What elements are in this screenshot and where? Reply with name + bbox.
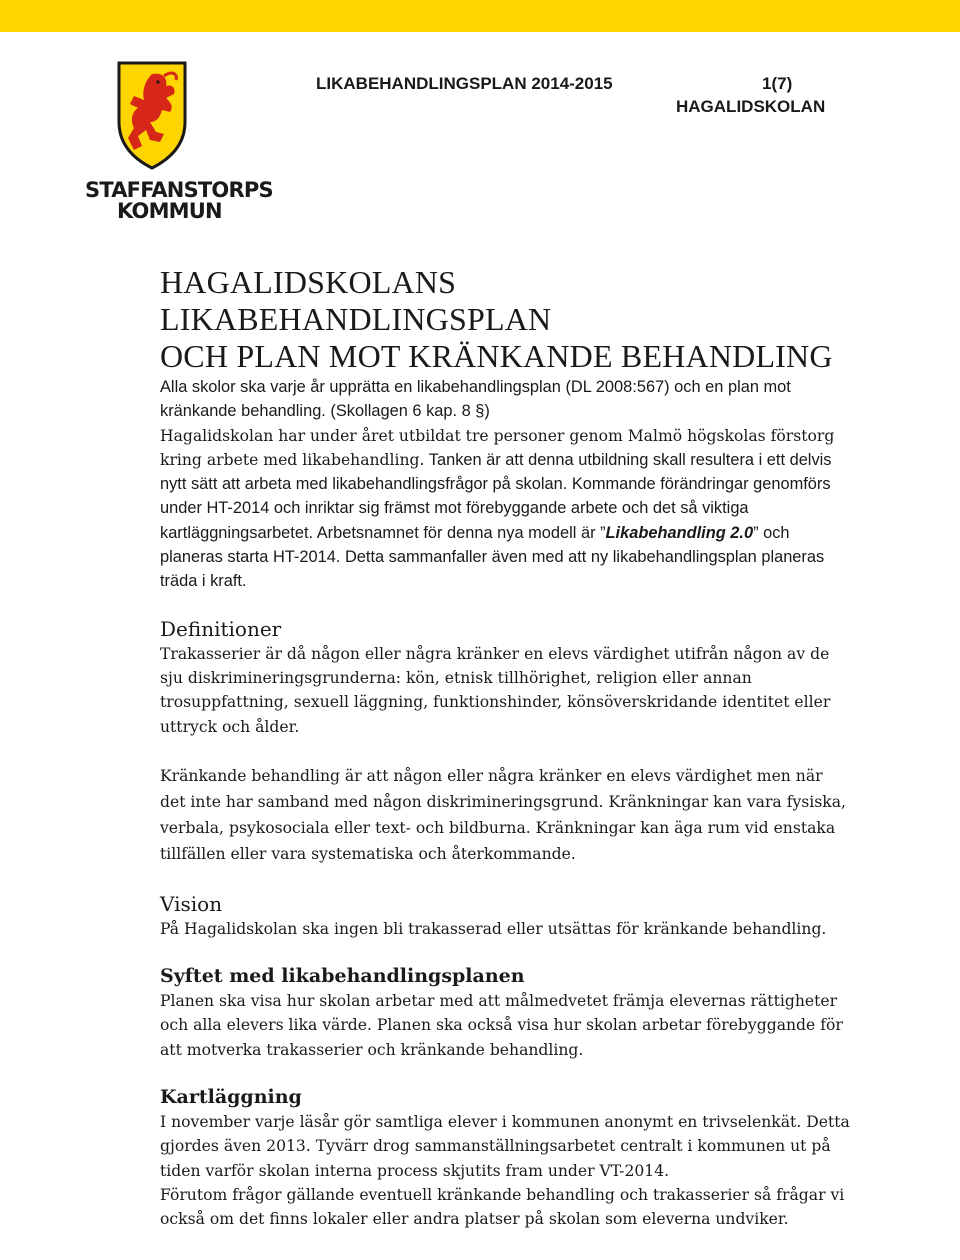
municipality-name-line1: STAFFANSTORPS	[85, 178, 273, 202]
document-body	[160, 264, 850, 1232]
kartlaggning-paragraph-2: Förutom frågor gällande eventuell kränkande behandling och trakasserier så frågar vi också om det finns lokaler eller andra platser på skolan som eleverna undviker.	[160, 1185, 845, 1229]
document-title-line2: OCH PLAN MOT KRÄNKANDE BEHANDLING	[160, 338, 833, 374]
intro-training: Hagalidskolan har under året utbildat tre personer genom Malmö högskolas förstorg kring arbete med likabehandling.	[160, 426, 835, 469]
kartlaggning-paragraph-1: I november varje läsår gör samtliga elever i kommunen anonymt en trivselenkät. Detta gjordes även 2013. Tyvärr drog sammanställningsarbetet centralt i kommunen ut på tiden varför skolan interna process skjutits fram under VT-2014.	[160, 1113, 850, 1180]
definitioner-paragraph-2: Kränkande behandling är att någon eller några kränker en elevs värdighet men när det inte har samband med någon diskrimineringsgrund. Kränkningar kan vara fysiska, verbala, psykosociala eller text- och bildburna. Kränkningar kan äga rum vid enstaka tillfällen eller vara systematiska och återkommande.	[160, 766, 846, 863]
document-title	[160, 264, 850, 375]
header-plan-title: LIKABEHANDLINGSPLAN 2014-2015	[316, 74, 613, 93]
municipality-name	[85, 180, 273, 222]
header-page-number: 1(7)	[762, 74, 793, 93]
vision-heading: Vision	[160, 891, 223, 916]
intro-legal-basis: Alla skolor ska varje år upprätta en likabehandlingsplan (DL 2008:567) och en plan mot kränkande behandling. (Skollagen 6 kap. 8 §)	[160, 378, 791, 421]
kartlaggning-heading: Kartläggning	[160, 1086, 302, 1109]
top-color-bar	[0, 0, 960, 32]
definitioner-paragraph-1: Trakasserier är då någon eller några kränker en elevs värdighet utifrån någon av de sju diskrimineringsgrunderna: kön, etnisk tillhörighet, religion eller annan trosuppfattning, sexuell läggning, funktionshinder, könsöverskridande identitet eller uttryck och ålder.	[160, 644, 831, 736]
intro-paragraph	[160, 375, 850, 594]
syftet-paragraph: Planen ska visa hur skolan arbetar med att målmedvetet främja elevernas rättigheter och alla elevers lika värde. Planen ska också visa hur skolan arbetar förebyggande för att motverka trakasserier och kränkande behandling.	[160, 992, 843, 1059]
model-name: Likabehandling 2.0	[605, 523, 754, 542]
document-title-line1: HAGALIDSKOLANS LIKABEHANDLINGSPLAN	[160, 264, 552, 337]
definitioner-heading: Definitioner	[160, 616, 282, 641]
municipality-coat-of-arms-logo	[116, 60, 188, 172]
intro-plans: Tanken är att denna utbildning skall resultera i ett delvis nytt sätt att arbeta med likabehandlingsfrågor på skolan. Kommande förändringar genomförs under HT-2014 och inriktar sig främst mot förebyggande arbete och det så viktiga kartläggningsarbetet. Arbetsnamnet för denna nya modell är ”	[160, 450, 832, 542]
vision-paragraph: På Hagalidskolan ska ingen bli trakasserad eller utsättas för kränkande behandling.	[160, 919, 827, 938]
syftet-heading: Syftet med likabehandlingsplanen	[160, 965, 525, 988]
header-school-name: HAGALIDSKOLAN	[676, 97, 826, 116]
municipality-name-line2: KOMMUN	[117, 199, 222, 223]
intro-start: ” och planeras starta HT-2014. Detta sammanfaller även med att ny likabehandlingsplan planeras träda i kraft.	[160, 523, 825, 591]
